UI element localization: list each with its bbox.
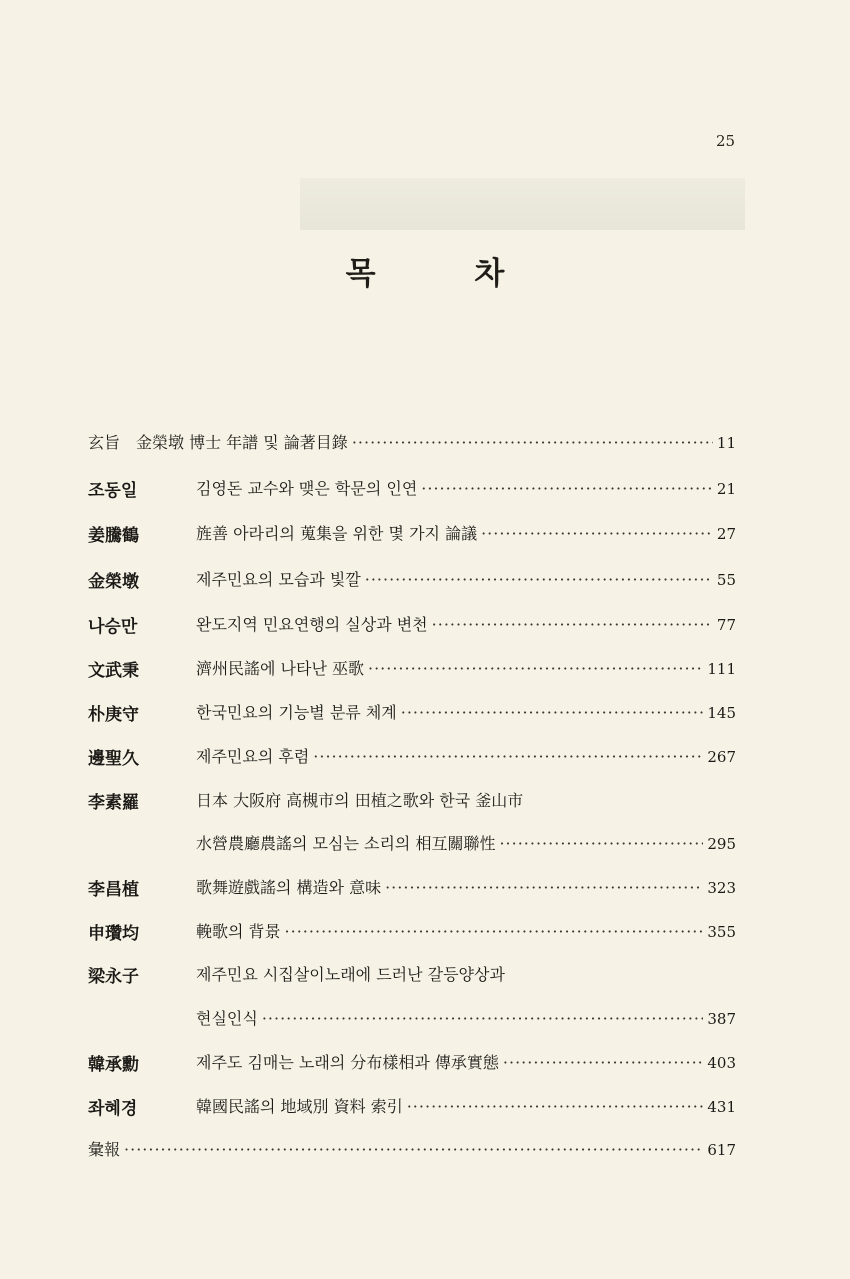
toc-title: 제주도 김매는 노래의 分布樣相과 傳承實態 xyxy=(196,1053,499,1072)
page-number: 25 xyxy=(716,132,736,150)
toc-author: 나승만 xyxy=(88,617,138,637)
toc-title: 완도지역 민요연행의 실상과 변천 xyxy=(196,615,428,634)
toc-line xyxy=(88,1137,736,1160)
toc-title: 제주민요의 후렴 xyxy=(196,747,310,766)
toc-page: 617 xyxy=(707,1141,736,1159)
toc-page: 431 xyxy=(707,1098,736,1116)
toc-author: 文武秉 xyxy=(88,661,139,681)
toc-entry[interactable] xyxy=(88,784,736,814)
toc-page: 355 xyxy=(707,923,736,941)
toc-line xyxy=(196,1050,736,1073)
toc-author: 朴庚守 xyxy=(88,705,139,725)
toc-entry-continuation[interactable] xyxy=(88,827,736,857)
toc-entry[interactable] xyxy=(88,1090,736,1120)
toc-title: 제주민요의 모습과 빛깔 xyxy=(196,570,361,589)
dot-leader xyxy=(313,747,703,766)
toc-author: 金榮墩 xyxy=(88,572,139,592)
toc-page: 403 xyxy=(707,1054,736,1072)
dot-leader xyxy=(481,524,713,543)
toc-line xyxy=(196,788,736,811)
toc-line xyxy=(196,521,736,544)
toc-line xyxy=(196,744,736,767)
toc-entry[interactable] xyxy=(88,517,736,547)
toc-entry[interactable] xyxy=(88,1046,736,1076)
toc-page: 21 xyxy=(716,480,736,498)
toc-title: 김영돈 교수와 맺은 학문의 인연 xyxy=(196,479,418,498)
bleed-through-band xyxy=(300,178,745,230)
toc-entry-continuation[interactable] xyxy=(88,1002,736,1032)
toc-page: 27 xyxy=(716,525,736,543)
toc-page: 77 xyxy=(716,616,736,634)
dot-leader xyxy=(407,1097,704,1116)
toc-author: 李素羅 xyxy=(88,793,139,813)
toc-entry[interactable] xyxy=(88,563,736,593)
toc-author: 梁永子 xyxy=(88,967,139,987)
dot-leader xyxy=(124,1140,703,1159)
toc-author: 조동일 xyxy=(88,481,138,501)
toc-line xyxy=(196,919,736,942)
toc-title: 輓歌의 背景 xyxy=(196,922,281,941)
toc-entry[interactable] xyxy=(88,1133,736,1163)
dot-leader xyxy=(352,433,713,452)
toc-line xyxy=(196,567,736,590)
toc-title: 현실인식 xyxy=(196,1009,258,1028)
toc-page: 11 xyxy=(716,434,736,452)
dot-leader xyxy=(262,1009,704,1028)
toc-page: 295 xyxy=(707,835,736,853)
toc-entry[interactable] xyxy=(88,608,736,638)
toc-entry[interactable] xyxy=(88,472,736,502)
toc-entry[interactable] xyxy=(88,740,736,770)
toc-title: 한국민요의 기능별 분류 체계 xyxy=(196,703,397,722)
dot-leader xyxy=(365,570,713,589)
toc-line xyxy=(196,831,736,854)
toc-title: 韓國民謠의 地域別 資料 索引 xyxy=(196,1097,403,1116)
dot-leader xyxy=(432,615,713,634)
dot-leader xyxy=(503,1053,703,1072)
toc-author: 李昌植 xyxy=(88,880,139,900)
toc-entry[interactable] xyxy=(88,652,736,682)
dot-leader xyxy=(499,834,703,853)
toc-line xyxy=(196,1094,736,1117)
toc-title: 水營農廳農謠의 모심는 소리의 相互關聯性 xyxy=(196,834,496,853)
toc-title: 濟州民謠에 나타난 巫歌 xyxy=(196,659,364,678)
page-title: 목 차 xyxy=(345,256,549,292)
toc-entry[interactable] xyxy=(88,696,736,726)
toc-title: 日本 大阪府 高槻市의 田植之歌와 한국 釜山市 xyxy=(196,791,524,810)
toc-entry[interactable] xyxy=(88,871,736,901)
toc-title: 제주민요 시집살이노래에 드러난 갈등양상과 xyxy=(196,965,505,984)
toc-author: 邊聖久 xyxy=(88,749,139,769)
toc-page: 145 xyxy=(707,704,736,722)
toc-author: 姜騰鶴 xyxy=(88,526,139,546)
toc-entry[interactable] xyxy=(88,958,736,988)
toc-page: 387 xyxy=(707,1010,736,1028)
toc-title: 歌舞遊戲謠의 構造와 意味 xyxy=(196,878,382,897)
toc-line xyxy=(196,700,736,723)
toc-author: 申瓚均 xyxy=(88,924,139,944)
toc-title: 旌善 아라리의 蒐集을 위한 몇 가지 論議 xyxy=(196,524,478,543)
toc-line xyxy=(196,1006,736,1029)
dot-leader xyxy=(385,878,703,897)
toc-line xyxy=(196,612,736,635)
toc-author: 韓承勳 xyxy=(88,1055,139,1075)
toc-page: 267 xyxy=(707,748,736,766)
toc-page: 111 xyxy=(707,660,736,678)
toc-entry[interactable] xyxy=(88,915,736,945)
dot-leader xyxy=(285,922,704,941)
toc-line xyxy=(196,962,736,985)
toc-page: 323 xyxy=(707,879,736,897)
toc-line xyxy=(196,875,736,898)
dot-leader xyxy=(368,659,703,678)
toc-line xyxy=(196,476,736,499)
toc-line xyxy=(88,430,736,453)
toc-line xyxy=(196,656,736,679)
dot-leader xyxy=(401,703,704,722)
dot-leader xyxy=(421,479,713,498)
toc-page: 55 xyxy=(716,571,736,589)
toc-author: 좌혜경 xyxy=(88,1099,138,1119)
toc-title: 玄旨 金榮墩 博士 年譜 및 論著目錄 xyxy=(88,433,348,452)
toc-entry[interactable] xyxy=(88,426,736,456)
toc-title: 彙報 xyxy=(88,1140,121,1159)
